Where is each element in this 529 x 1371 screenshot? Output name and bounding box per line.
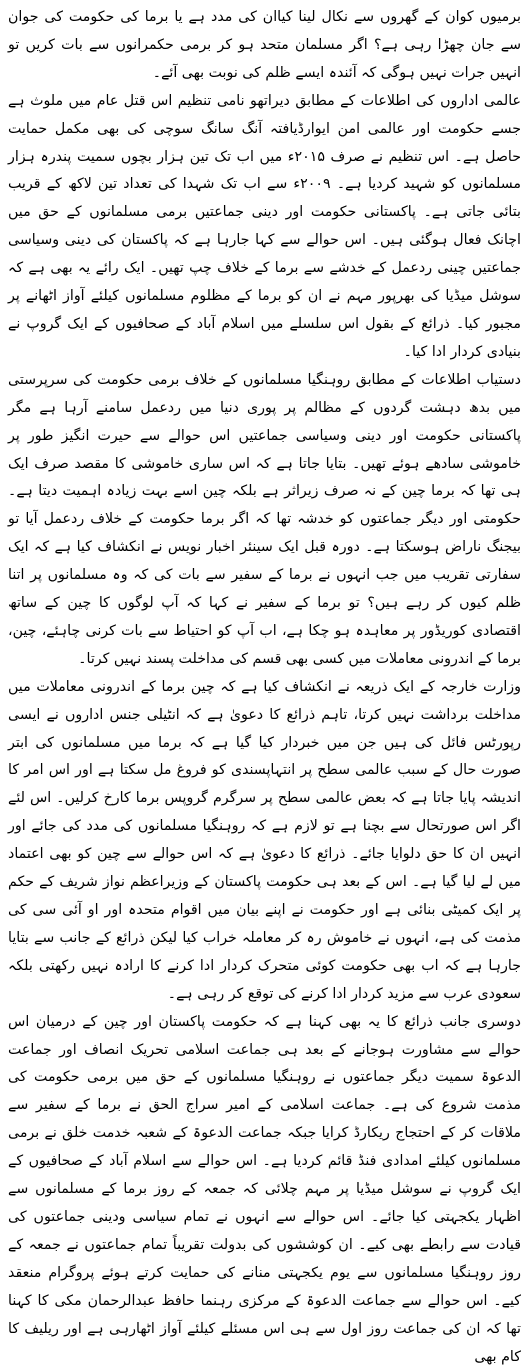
paragraph-foreign-office: وزارت خارجہ کے ایک ذریعہ نے انکشاف کیا ہے کہ چین برما کے اندرونی معاملات میں مداخلت برداشت نہیں کرتا، تاہم ذرائع کا دعویٰ ہے کہ انٹیلی جنس اداروں نے ایسی رپورٹس فائل کی ہیں جن میں خبردار کیا گیا ہے کہ برما میں مسلمانوں کی ابتر صورت حال کے سبب عالمی سطح پر انتہاپسندی کو فروغ مل سکتا ہے اور اس امر کا اندیشہ پایا جاتا ہے کہ بعض عالمی سطح پر سرگرم گروپس برما کارخ کرلیں۔ اس لئے اگر اس صورتحال سے بچنا ہے تو لازم ہے کہ روہنگیا مسلمانوں کی مدد کی جائے اور انہیں ان کا حق دلوایا جائے۔ ذرائع کا دعویٰ ہے کہ اس حوالے سے چین کو بھی اعتماد میں لے لیا گیا ہے۔ اس کے بعد ہی حکومت پاکستان کے وزیراعظم نواز شریف کے حکم پر ایک کمیٹی بنائی ہے اور حکومت نے اپنے بیان میں اقوام متحدہ اور او آئی سی کی مذمت کی ہے، انہوں نے خاموش رہ کر معاملہ خراب کیا لیکن ذرائع کے جانب سے بتایا جارہا ہے کہ اب بھی حکومت کوئی متحرک کردار ادا کرنے کا ارادہ نہیں رکھتی بلکہ سعودی عرب سے مزید کردار ادا کرنے کی توقع کر رہی ہے۔ bbox=[8, 678, 521, 1002]
paragraph-deratho: عالمی اداروں کی اطلاعات کے مطابق دیراتھو نامی تنظیم اس قتل عام میں ملوث ہے جسے حکومت اور عالمی امن ایوارڈیافتہ آنگ سانگ سوچی کی بھی مکمل حمایت حاصل ہے۔ اس تنظیم نے صرف ۲۰۱۵ء میں اب تک تین ہزار بچوں سمیت پندرہ ہزار مسلمانوں کو شہید کردیا ہے۔ ۲۰۰۹ء سے اب تک شہدا کی تعداد تین لاکھ کے قریب بتائی جاتی ہے۔ پاکستانی حکومت اور دینی جماعتیں برمی مسلمانوں کے حق میں اچانک فعال ہوگئی ہیں۔ اس حوالے سے کہا جارہا ہے کہ پاکستان کی دینی وسیاسی جماعتیں چینی ردعمل کے خدشے سے برما کے خلاف چپ تھیں۔ ایک رائے یہ بھی ہے کہ سوشل میڈیا کی بھرپور مہم نے ان کو برما کے مظلوم مسلمانوں کیلئے آواز اٹھانے پر مجبور کیا۔ ذرائع کے بقول اس سلسلے میں اسلام آباد کے صحافیوں کے ایک گروپ نے بنیادی کردار ادا کیا۔ bbox=[8, 92, 522, 360]
paragraph-other-sources: دوسری جانب ذرائع کا یہ بھی کہنا ہے کہ حکومت پاکستان اور چین کے درمیان اس حوالے سے مشاورت ہوجانے کے بعد ہی جماعت اسلامی تحریک انصاف اور جماعت الدعوۃ سمیت دیگر جماعتوں نے روہنگیا مسلمانوں کے حق میں برمی حکومت کی مذمت شروع کی ہے۔ جماعت اسلامی کے امیر سراج الحق نے برما کے سفیر سے ملاقات کر کے احتجاج ریکارڈ کرایا جبکہ جماعت الدعوۃ کے شعبہ خدمت خلق نے برمی مسلمانوں کیلئے امدادی فنڈ قائم کردیا ہے۔ اس حوالے سے اسلام آباد کے صحافیوں کے ایک گروپ نے سوشل میڈیا پر مہم چلائی کہ جمعہ کے روز برما کے مسلمانوں سے اظہار یکجہتی کیا جائے۔ اس حوالے سے انہوں نے تمام سیاسی ودینی جماعتوں کی قیادت سے رابطے بھی کیے۔ ان کوششوں کی بدولت تقریباً تمام جماعتوں نے جمعہ کے روز روہنگیا مسلمانوں سے یوم یکجہتی منانے کی حمایت کرتے ہوئے پروگرام منعقد کیے۔ اس حوالے سے جماعت الدعوۃ کے مرکزی رہنما حافظ عبدالرحمان مکی کا کہنا تھا کہ ان کی جماعت روز اول سے ہی اس مسئلے کیلئے آواز اٹھارہی ہے اور ریلیف کا کام بھی bbox=[8, 1013, 521, 1365]
paragraph-intro: برمیوں کوان کے گھروں سے نکال لینا کیاان کی مدد ہے یا برما کی حکومت کی جوان سے جان چھڑا رہی ہے؟ اگر مسلمان متحد ہو کر برمی حکمرانوں سے بات کریں تو انہیں جرات نہیں ہوگی کہ آئندہ ایسے ظلم کی نوبت بھی آئے۔ bbox=[8, 9, 521, 81]
paragraph-reports: دستیاب اطلاعات کے مطابق روہنگیا مسلمانوں کے خلاف برمی حکومت کی سرپرستی میں بدھ دہشت گردوں کے مظالم پر پوری دنیا میں ردعمل سامنے آرہا ہے مگر پاکستانی حکومت اور دینی وسیاسی جماعتیں اس حوالے سے حیرت انگیز طور پر خاموشی سادھے ہوئے تھیں۔ بتایا جاتا ہے کہ اس ساری خاموشی کا مقصد صرف ایک ہی تھا کہ برما چین کے نہ صرف زیراثر ہے بلکہ چین اسے بہت زیادہ اہمیت دیتا ہے۔ حکومتی اور دیگر جماعتوں کو خدشہ تھا کہ اگر برما حکومت کے خلاف ردعمل آیا تو بیجنگ ناراض ہوسکتا ہے۔ دورہ قبل ایک سینئر اخبار نویس نے انکشاف کیا ہے کہ ایک سفارتی تقریب میں جب انہوں نے برما کے سفیر سے بات کی کہ وہ مسلمانوں پر اتنا ظلم کیوں کر رہے ہیں؟ تو برما کے سفیر نے کہا کہ آپ لوگوں کا چین کے ساتھ اقتصادی کوریڈور پر معاہدہ ہو چکا ہے، اب آپ کو احتیاط سے بات کرنی چاہئے، چین، برما کے اندرونی معاملات میں کسی بھی قسم کی مداخلت پسند نہیں کرتا۔ bbox=[8, 371, 521, 667]
